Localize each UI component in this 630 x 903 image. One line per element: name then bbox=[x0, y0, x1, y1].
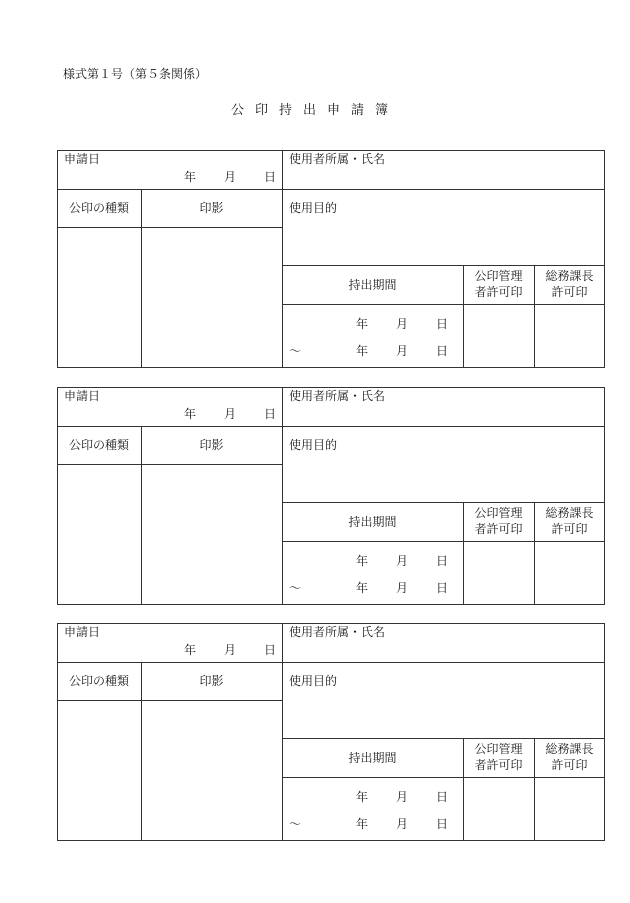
user-affiliation-name-label: 使用者所属・氏名 bbox=[289, 389, 386, 403]
application-date-year: 年 bbox=[184, 643, 197, 657]
period-end-month: 月 bbox=[396, 817, 409, 831]
seal-impression-label: 印影 bbox=[199, 201, 224, 215]
period-start-year: 年 bbox=[356, 554, 369, 568]
period-start-day: 日 bbox=[436, 790, 449, 804]
page-title: 公印持出申請簿 bbox=[230, 103, 399, 118]
period-start-month: 月 bbox=[396, 317, 409, 331]
seal-impression-label: 印影 bbox=[199, 438, 224, 452]
period-start-year: 年 bbox=[356, 790, 369, 804]
period-end-day: 日 bbox=[436, 817, 449, 831]
general-affairs-label: 許可印 bbox=[551, 285, 588, 299]
general-affairs-label: 総務課長 bbox=[545, 506, 594, 520]
general-affairs-label: 許可印 bbox=[551, 758, 588, 772]
seal-manager-label: 者許可印 bbox=[474, 522, 523, 536]
application-date-day: 日 bbox=[264, 407, 277, 421]
application-date-label: 申請日 bbox=[64, 389, 101, 403]
seal-manager-label: 公印管理 bbox=[474, 742, 523, 756]
user-affiliation-name-label: 使用者所属・氏名 bbox=[289, 152, 386, 166]
seal-manager-label: 公印管理 bbox=[474, 506, 523, 520]
period-end-year: 年 bbox=[356, 581, 369, 595]
application-date-day: 日 bbox=[264, 643, 277, 657]
form-number: 様式第１号（第５条関係） bbox=[63, 67, 208, 81]
purpose-label: 使用目的 bbox=[289, 674, 338, 688]
period-start-month: 月 bbox=[396, 554, 409, 568]
range-mark: ～ bbox=[289, 817, 302, 831]
seal-impression-label: 印影 bbox=[199, 674, 224, 688]
seal-type-label: 公印の種類 bbox=[68, 438, 129, 452]
range-mark: ～ bbox=[289, 344, 302, 358]
period-end-month: 月 bbox=[396, 344, 409, 358]
period-start-year: 年 bbox=[356, 317, 369, 331]
seal-manager-label: 者許可印 bbox=[474, 758, 523, 772]
period-start-day: 日 bbox=[436, 317, 449, 331]
application-date-year: 年 bbox=[184, 170, 197, 184]
period-label: 持出期間 bbox=[348, 515, 397, 529]
period-end-year: 年 bbox=[356, 344, 369, 358]
application-date-month: 月 bbox=[224, 407, 237, 421]
application-block bbox=[57, 623, 605, 841]
application-date-year: 年 bbox=[184, 407, 197, 421]
application-block bbox=[57, 387, 605, 605]
period-end-day: 日 bbox=[436, 581, 449, 595]
period-start-day: 日 bbox=[436, 554, 449, 568]
period-end-day: 日 bbox=[436, 344, 449, 358]
application-date-label: 申請日 bbox=[64, 152, 101, 166]
application-date-label: 申請日 bbox=[64, 625, 101, 639]
period-start-month: 月 bbox=[396, 790, 409, 804]
application-date-day: 日 bbox=[264, 170, 277, 184]
purpose-label: 使用目的 bbox=[289, 438, 338, 452]
period-end-year: 年 bbox=[356, 817, 369, 831]
period-label: 持出期間 bbox=[348, 278, 397, 292]
general-affairs-label: 許可印 bbox=[551, 522, 588, 536]
user-affiliation-name-label: 使用者所属・氏名 bbox=[289, 625, 386, 639]
seal-type-label: 公印の種類 bbox=[68, 674, 129, 688]
seal-manager-label: 公印管理 bbox=[474, 269, 523, 283]
range-mark: ～ bbox=[289, 581, 302, 595]
general-affairs-label: 総務課長 bbox=[545, 269, 594, 283]
seal-type-label: 公印の種類 bbox=[68, 201, 129, 215]
purpose-label: 使用目的 bbox=[289, 201, 338, 215]
general-affairs-label: 総務課長 bbox=[545, 742, 594, 756]
period-end-month: 月 bbox=[396, 581, 409, 595]
application-block bbox=[57, 150, 605, 368]
application-date-month: 月 bbox=[224, 170, 237, 184]
application-date-month: 月 bbox=[224, 643, 237, 657]
seal-manager-label: 者許可印 bbox=[474, 285, 523, 299]
period-label: 持出期間 bbox=[348, 751, 397, 765]
